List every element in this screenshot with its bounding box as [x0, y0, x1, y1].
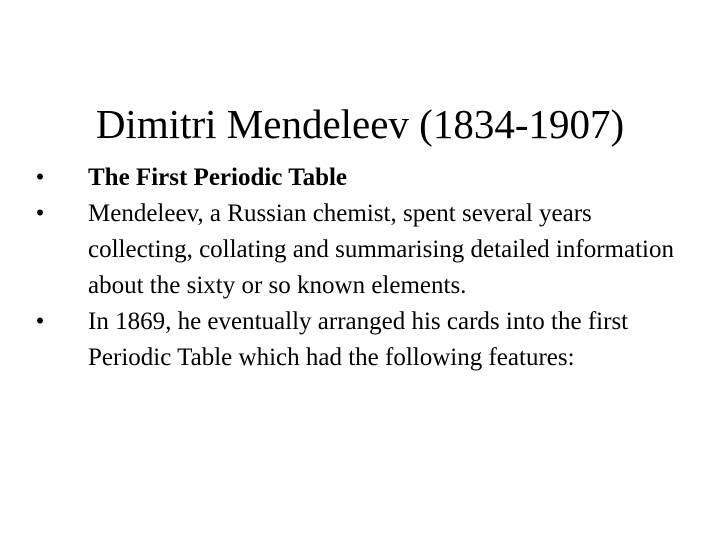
- bullet-icon: •: [35, 200, 45, 227]
- bullet-item: [30, 160, 680, 196]
- bullet-text: In 1869, he eventually arranged his cards into the first Periodic Table which had the following features:: [88, 308, 629, 371]
- bullet-item: [30, 304, 680, 376]
- bullet-text: The First Periodic Table: [88, 164, 348, 191]
- bullet-list: [30, 160, 680, 376]
- slide-title: Dimitri Mendeleev (1834‑1907): [95, 101, 625, 148]
- bullet-icon: •: [35, 308, 45, 335]
- bullet-text: Mendeleev, a Russian chemist, spent several years collecting, collating and summarising detailed information about the sixty or so known elements.: [88, 200, 674, 299]
- bullet-icon: •: [35, 164, 45, 191]
- bullet-item: [30, 196, 680, 304]
